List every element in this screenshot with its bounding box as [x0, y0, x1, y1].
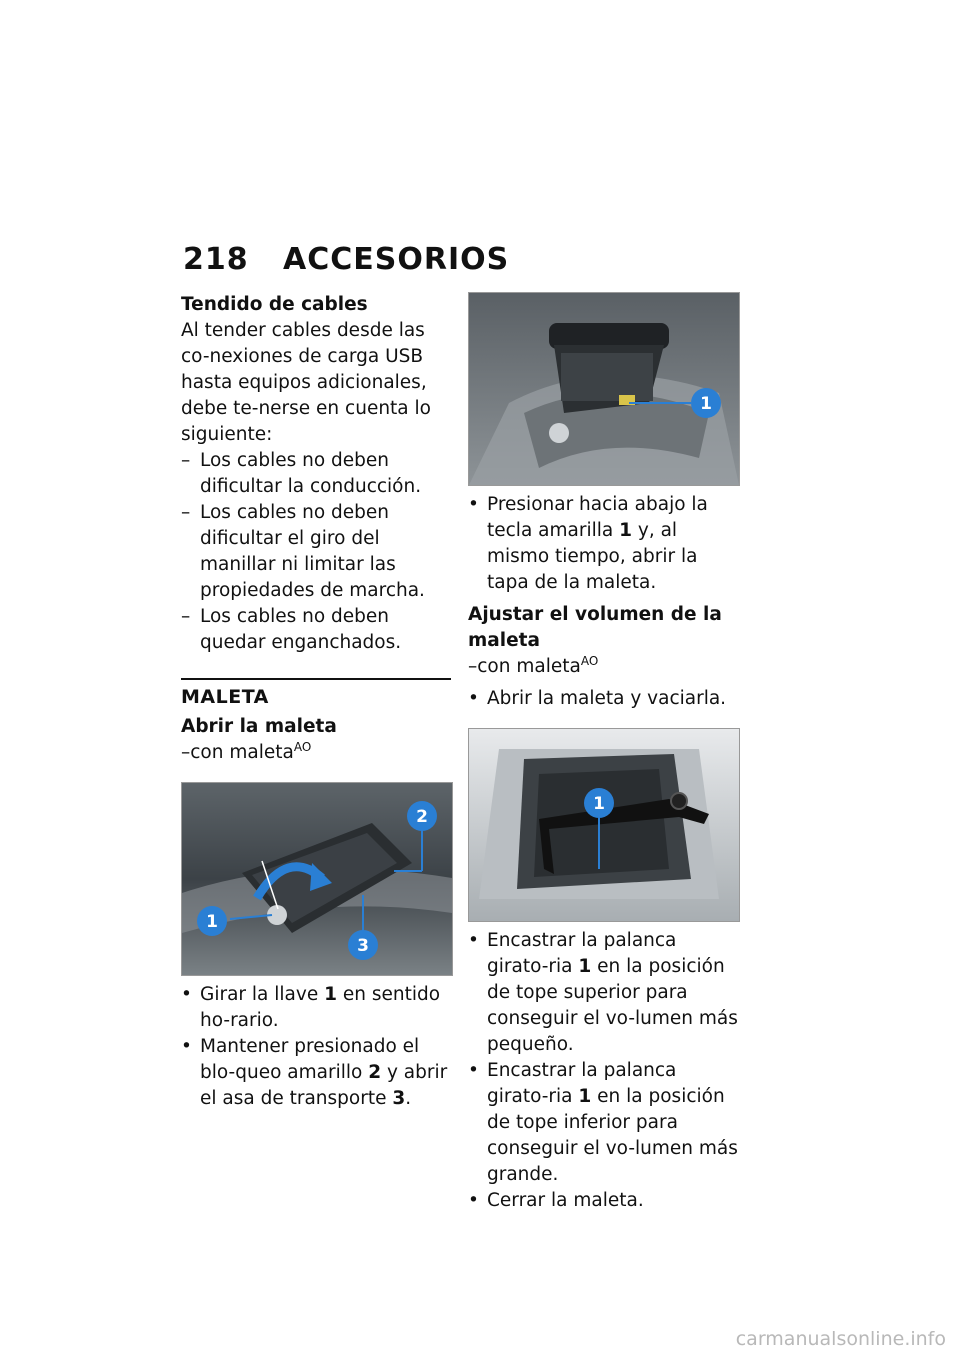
cables-title: Tendido de cables: [181, 294, 368, 315]
left-column: [181, 292, 451, 1112]
figure-case-interior: [468, 728, 740, 922]
callout-label: 2: [416, 807, 428, 827]
callout-label: 1: [700, 394, 712, 414]
list-item: – Los cables no deben quedar enganchados.: [181, 606, 402, 653]
list-item: • Presionar hacia abajo la tecla amarilla 1 y, al mismo tiempo, abrir la tapa de la maleta.: [468, 494, 708, 593]
list-item: • Cerrar la maleta.: [468, 1190, 644, 1211]
callout-label: 1: [206, 912, 218, 932]
page-number: 218: [183, 242, 249, 277]
list-item: • Encastrar la palanca girato-ria 1 en la posición de tope superior para conseguir el vo-lumen más pequeño.: [468, 930, 738, 1055]
callout-label: 1: [593, 794, 605, 814]
open-condition: –con maleta$^{AO}$: [181, 739, 312, 763]
volume-condition: –con maleta$^{AO}$: [468, 653, 599, 677]
figure-case-lid: [468, 292, 740, 486]
list-item: • Abrir la maleta y vaciarla.: [468, 688, 727, 709]
watermark: carmanualsonline.info: [735, 1328, 946, 1350]
figure-case-handle: [181, 782, 453, 976]
list-item: • Girar la llave 1 en sentido ho-rario.: [181, 984, 441, 1031]
callout-label: 3: [357, 936, 369, 956]
list-item: – Los cables no deben dificultar el giro del manillar ni limitar las propiedades de marcha.: [181, 502, 425, 601]
list-item: • Encastrar la palanca girato-ria 1 en la posición de tope inferior para conseguir el vo-lumen más grande.: [468, 1060, 738, 1185]
section-title: MALETA: [181, 678, 451, 710]
cables-intro: Al tender cables desde las co-nexiones de carga USB hasta equipos adicionales, debe te-nerse en cuenta lo siguiente:: [181, 320, 431, 445]
list-item: – Los cables no deben dificultar la conducción.: [181, 450, 422, 497]
open-title: Abrir la maleta: [181, 716, 337, 737]
page-header: [183, 242, 509, 277]
volume-title: Ajustar el volumen de la maleta: [468, 604, 722, 651]
list-item: • Mantener presionado el blo-queo amarillo 2 y abrir el asa de transporte 3.: [181, 1036, 448, 1109]
right-column: [468, 292, 738, 1214]
page-title: ACCESORIOS: [283, 242, 510, 277]
